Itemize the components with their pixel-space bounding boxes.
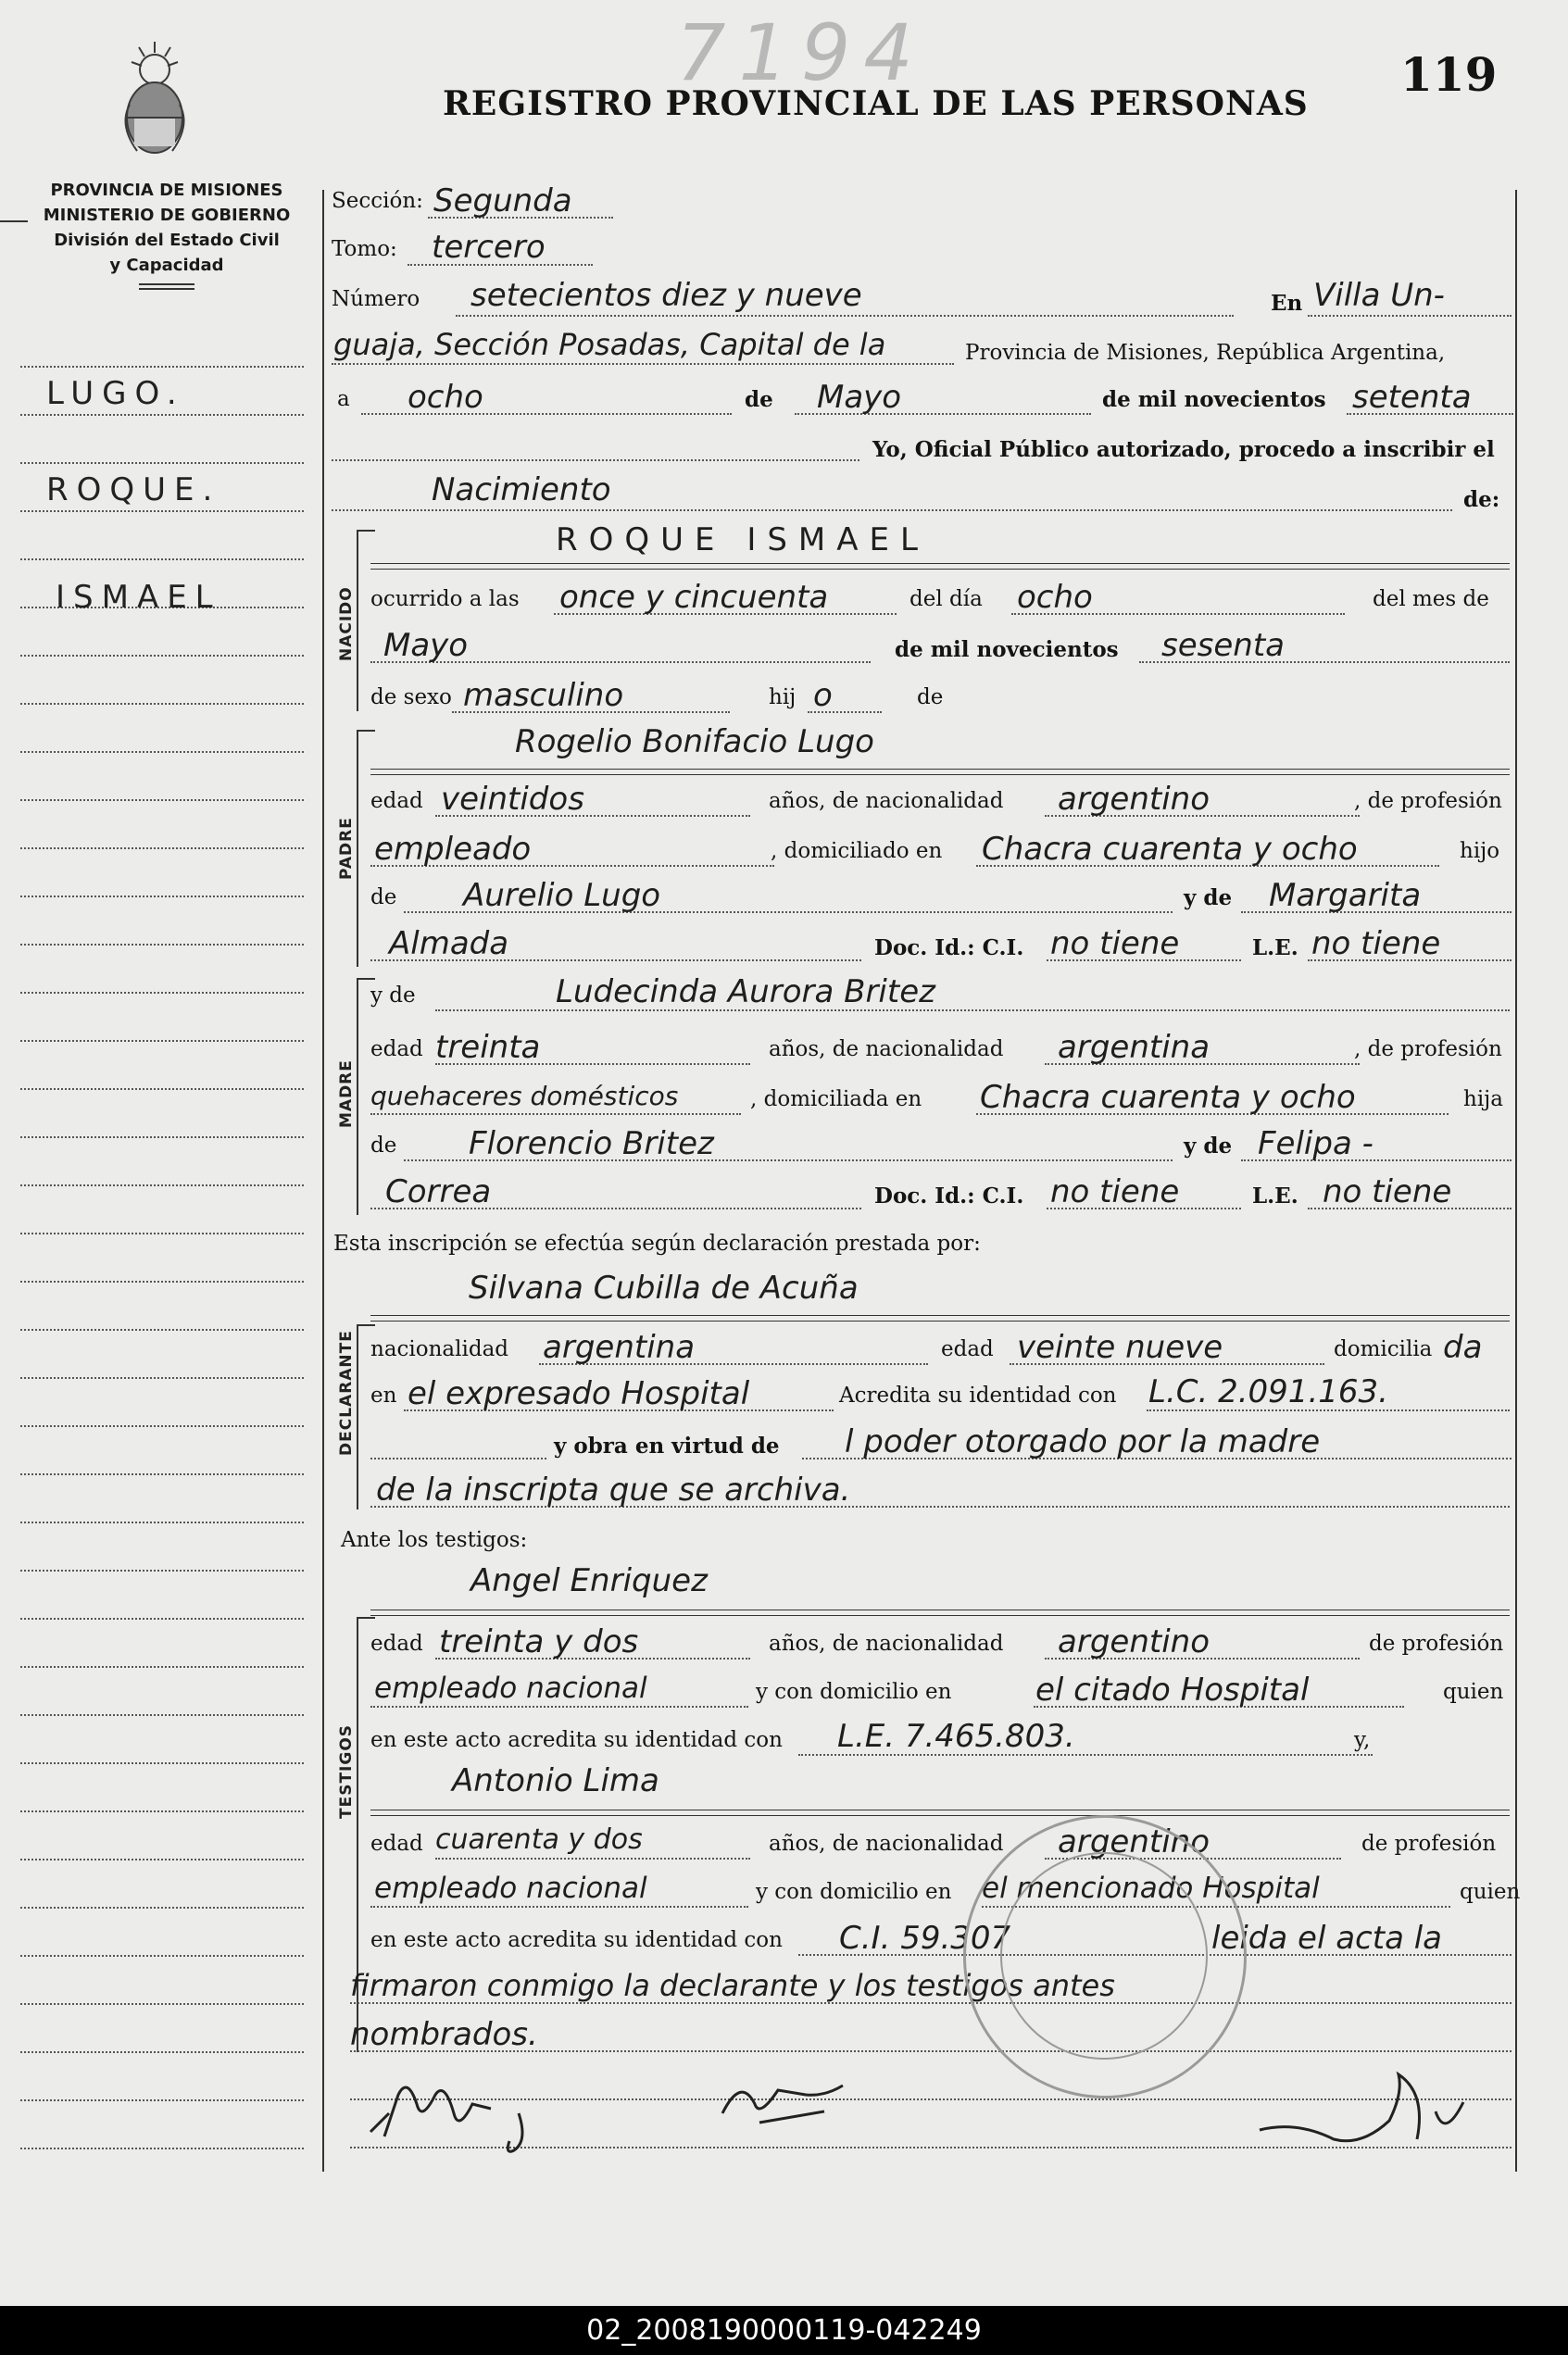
testigo1-nacionalidad: argentino (1058, 1623, 1210, 1660)
padre-domiciliado-label: , domiciliado en (771, 839, 943, 863)
agency-division: División del Estado Civil (54, 231, 280, 250)
margin-rule-line (20, 751, 304, 753)
madre-mother-1: Felipa - (1258, 1125, 1374, 1162)
testigo2-name: Antonio Lima (452, 1762, 659, 1799)
anio-value: sesenta (1161, 627, 1285, 664)
madre-le: no tiene (1323, 1173, 1452, 1210)
madre-bracket (357, 978, 358, 1215)
hijo-label: hij (769, 685, 797, 709)
tomo-label: Tomo: (332, 237, 397, 261)
testigo1-edad: treinta y dos (439, 1623, 639, 1660)
margin-surname: LUGO. (46, 375, 185, 412)
margin-rule-line (20, 1040, 304, 1042)
page-number: 119 (1400, 47, 1498, 102)
testigo2-edad-label: edad (370, 1832, 423, 1856)
date-day: ocho (408, 379, 483, 416)
padre-nacionalidad: argentino (1058, 781, 1210, 818)
declarante-nac-label: nacionalidad (370, 1337, 509, 1361)
margin-rule-line (20, 1233, 304, 1234)
hijo-suffix: o (813, 677, 833, 714)
margin-rule-line (20, 1859, 304, 1860)
closing-line-1: firmaron conmigo la declarante y los testigos antes (350, 1968, 1115, 2003)
declarante-obra-label: y obra en virtud de (554, 1434, 780, 1459)
testigo1-edad-label: edad (370, 1632, 423, 1656)
margin-rule-line (20, 1570, 304, 1572)
madre-ci: no tiene (1050, 1173, 1180, 1210)
padre-profesion: empleado (374, 831, 532, 868)
document-title: REGISTRO PROVINCIAL DE LAS PERSONAS (443, 84, 1309, 123)
declarante-edad-label: edad (941, 1337, 994, 1361)
en-value: Villa Un- (1313, 277, 1445, 314)
testigo2-cont: leida el acta la (1211, 1920, 1442, 1957)
madre-nacionalidad: argentina (1058, 1029, 1210, 1066)
sexo-label: de sexo (370, 685, 452, 709)
padre-ci: no tiene (1050, 925, 1180, 962)
margin-rule-line (20, 2099, 304, 2101)
declarante-poder-1: l poder otorgado por la madre (845, 1423, 1321, 1460)
margin-rule-line (20, 1618, 304, 1620)
declarante-side-label: DECLARANTE (337, 1330, 356, 1456)
numero-value: setecientos diez y nueve (470, 277, 862, 314)
date-month: Mayo (817, 379, 902, 416)
madre-anios-label: años, de nacionalidad (769, 1037, 1004, 1061)
padre-edad-label: edad (370, 789, 423, 813)
ocurrido-label: ocurrido a las (370, 587, 520, 611)
madre-hija-label: hija (1463, 1087, 1504, 1111)
margin-middlename: ISMAEL (56, 579, 221, 616)
declarante-domicilia-label: domicilia (1334, 1337, 1433, 1361)
frame-right-border (1515, 190, 1517, 2172)
agency-province: PROVINCIA DE MISIONES (50, 181, 283, 200)
signature-testigo-1 (704, 2058, 889, 2141)
testigo2-nacionalidad: argentino (1058, 1823, 1210, 1860)
province-text: Provincia de Misiones, República Argentina, (965, 341, 1446, 365)
declarante-nacionalidad: argentina (543, 1329, 696, 1366)
testigo1-domicilio: el citado Hospital (1035, 1672, 1310, 1709)
declarante-bracket (357, 1324, 358, 1509)
testigo1-profesion-label: de profesión (1369, 1632, 1504, 1656)
madre-edad-label: edad (370, 1037, 423, 1061)
margin-rule-line (20, 1377, 304, 1379)
sexo-value: masculino (463, 677, 624, 714)
margin-rule-line (20, 1714, 304, 1716)
padre-le-label: L.E. (1252, 935, 1298, 960)
testigo2-doc: C.I. 59.307 (839, 1920, 1011, 1957)
declarante-acredita-label: Acredita su identidad con (839, 1384, 1117, 1408)
del-mes-label: del mes de (1373, 587, 1489, 611)
margin-rule-line (20, 558, 304, 560)
padre-hijo-label: hijo (1460, 839, 1500, 863)
madre-mother-2: Correa (385, 1173, 492, 1210)
declarante-poder-2: de la inscripta que se archiva. (376, 1472, 851, 1509)
padre-father: Aurelio Lugo (463, 877, 661, 914)
declaracion-text: Esta inscripción se efectúa según declaración prestada por: (333, 1232, 981, 1256)
madre-y-de2-label: y de (1184, 1134, 1233, 1159)
declarante-domicilio: el expresado Hospital (408, 1375, 750, 1412)
margin-rule-line (20, 1473, 304, 1475)
margin-rule-line (20, 510, 304, 512)
testigos-side-label: TESTIGOS (337, 1723, 356, 1819)
margin-rule-line (20, 1955, 304, 1957)
margin-rule-line (20, 414, 304, 416)
margin-rule-line (20, 1088, 304, 1090)
testigo2-domicilio: el mencionado Hospital (982, 1872, 1320, 1905)
margin-rule-line (20, 2003, 304, 2005)
padre-bracket (357, 730, 358, 967)
nacido-bracket (357, 530, 358, 711)
date-year: setenta (1352, 379, 1472, 416)
nacido-de-label: de (917, 685, 944, 709)
date-de-label: de (745, 387, 773, 412)
padre-edad: veintidos (441, 781, 584, 818)
tomo-value: tercero (432, 229, 546, 266)
testigo1-doc: L.E. 7.465.803. (837, 1718, 1075, 1755)
declarante-doc: L.C. 2.091.163. (1148, 1373, 1388, 1410)
declarante-domicilia-suffix: da (1443, 1329, 1483, 1366)
padre-mother-1: Margarita (1269, 877, 1422, 914)
madre-domiciliada-label: , domiciliada en (750, 1087, 922, 1111)
frame-left-border (322, 190, 324, 2172)
madre-doc-label: Doc. Id.: C.I. (874, 1184, 1024, 1209)
margin-rule-line (20, 1281, 304, 1283)
nacido-side-label: NACIDO (337, 586, 356, 661)
padre-anios-label: años, de nacionalidad (769, 789, 1004, 813)
official-stamp-inner (1000, 1852, 1208, 2060)
margin-rule-line (20, 2148, 304, 2149)
official-text: Yo, Oficial Público autorizado, procedo a inscribir el (872, 437, 1495, 462)
margin-rule-line (20, 2051, 304, 2053)
testigos-ante-label: Ante los testigos: (341, 1528, 528, 1552)
madre-profesion-label: , de profesión (1354, 1037, 1502, 1061)
agency-capacidad: y Capacidad (109, 256, 224, 275)
scan-footer-id: 02_2008190000119-042249 (0, 2306, 1568, 2355)
padre-doc-label: Doc. Id.: C.I. (874, 935, 1024, 960)
act-de-label: de: (1463, 487, 1500, 512)
margin-rule-line (20, 462, 304, 464)
margin-rule-line (20, 1810, 304, 1812)
coat-of-arms-emblem (111, 32, 199, 167)
dia-value: ocho (1017, 579, 1093, 616)
margin-rule-line (20, 1907, 304, 1909)
agency-ministry: MINISTERIO DE GOBIERNO (43, 206, 291, 225)
margin-rule-line (20, 896, 304, 897)
padre-name: Rogelio Bonifacio Lugo (515, 723, 874, 760)
testigo1-anios-label: años, de nacionalidad (769, 1632, 1004, 1656)
testigo2-quien-label: quien (1460, 1880, 1521, 1904)
margin-rule-line (20, 1184, 304, 1186)
madre-domicilio: Chacra cuarenta y ocho (980, 1079, 1356, 1116)
agency-dash (0, 220, 28, 222)
testigo2-profesion-label: de profesión (1361, 1832, 1497, 1856)
madre-de-label: de (370, 1134, 397, 1158)
margin-rule-line (20, 1329, 304, 1331)
testigo2-anios-label: años, de nacionalidad (769, 1832, 1004, 1856)
mes-value: Mayo (383, 627, 469, 664)
date-a-label: a (337, 387, 350, 411)
place-value: guaja, Sección Posadas, Capital de la (333, 327, 886, 362)
padre-profesion-label: , de profesión (1354, 789, 1502, 813)
date-year-label: de mil novecientos (1102, 387, 1326, 412)
margin-rule-line (20, 703, 304, 705)
margin-rule-line (20, 799, 304, 801)
nacido-name: ROQUE ISMAEL (556, 521, 929, 558)
signature-official (1241, 2056, 1482, 2158)
closing-line-2: nombrados. (350, 2016, 538, 2053)
padre-de-label: de (370, 885, 397, 909)
margin-rule-line (20, 1522, 304, 1523)
padre-y-de-label: y de (1184, 885, 1233, 910)
madre-side-label: MADRE (337, 1059, 356, 1128)
testigo1-quien-label: quien (1443, 1680, 1504, 1704)
margin-rule-line (20, 366, 304, 368)
declarante-edad: veinte nueve (1017, 1329, 1223, 1366)
testigo1-acredita-label: en este acto acredita su identidad con (370, 1728, 783, 1752)
margin-rule-line (20, 992, 304, 994)
testigo2-edad: cuarenta y dos (435, 1823, 643, 1856)
madre-edad: treinta (435, 1029, 541, 1066)
madre-profesion: quehaceres domésticos (370, 1081, 679, 1111)
margin-rule-line (20, 1666, 304, 1668)
seccion-value: Segunda (433, 182, 572, 219)
testigo2-acredita-label: en este acto acredita su identidad con (370, 1928, 783, 1952)
margin-rule-line (20, 944, 304, 946)
madre-le-label: L.E. (1252, 1184, 1298, 1209)
declarante-name: Silvana Cubilla de Acuña (469, 1270, 859, 1307)
en-label: En (1271, 291, 1303, 316)
ocurrido-hora: once y cincuenta (559, 579, 829, 616)
signature-declarante (352, 2058, 630, 2160)
margin-rule-line (20, 1762, 304, 1764)
testigo1-y-label: y, (1354, 1728, 1371, 1752)
declarante-en-label: en (370, 1384, 397, 1408)
margin-firstname: ROQUE. (46, 471, 221, 508)
padre-domicilio: Chacra cuarenta y ocho (982, 831, 1358, 868)
handwritten-top-number: 7194 (676, 7, 926, 98)
madre-name: Ludecinda Aurora Britez (556, 973, 935, 1010)
margin-rule-line (20, 655, 304, 657)
nacido-mil-label: de mil novecientos (895, 637, 1119, 662)
testigo1-profesion: empleado nacional (374, 1672, 647, 1705)
margin-rule-line (20, 1425, 304, 1427)
margin-rule-line (20, 1136, 304, 1138)
padre-mother-2: Almada (389, 925, 509, 962)
madre-father: Florencio Britez (469, 1125, 714, 1162)
agency-block (19, 178, 315, 290)
testigo2-profesion: empleado nacional (374, 1872, 647, 1905)
padre-side-label: PADRE (337, 817, 356, 880)
margin-rule-line (20, 847, 304, 849)
testigo1-name: Angel Enriquez (470, 1562, 708, 1599)
madre-y-de-label: y de (370, 983, 416, 1008)
numero-label: Número (332, 287, 420, 311)
padre-le: no tiene (1311, 925, 1441, 962)
act-value: Nacimiento (432, 471, 611, 508)
testigo2-domicilio-label: y con domicilio en (756, 1880, 952, 1904)
testigo1-domicilio-label: y con domicilio en (756, 1680, 952, 1704)
seccion-label: Sección: (332, 189, 423, 213)
del-dia-label: del día (909, 587, 983, 611)
